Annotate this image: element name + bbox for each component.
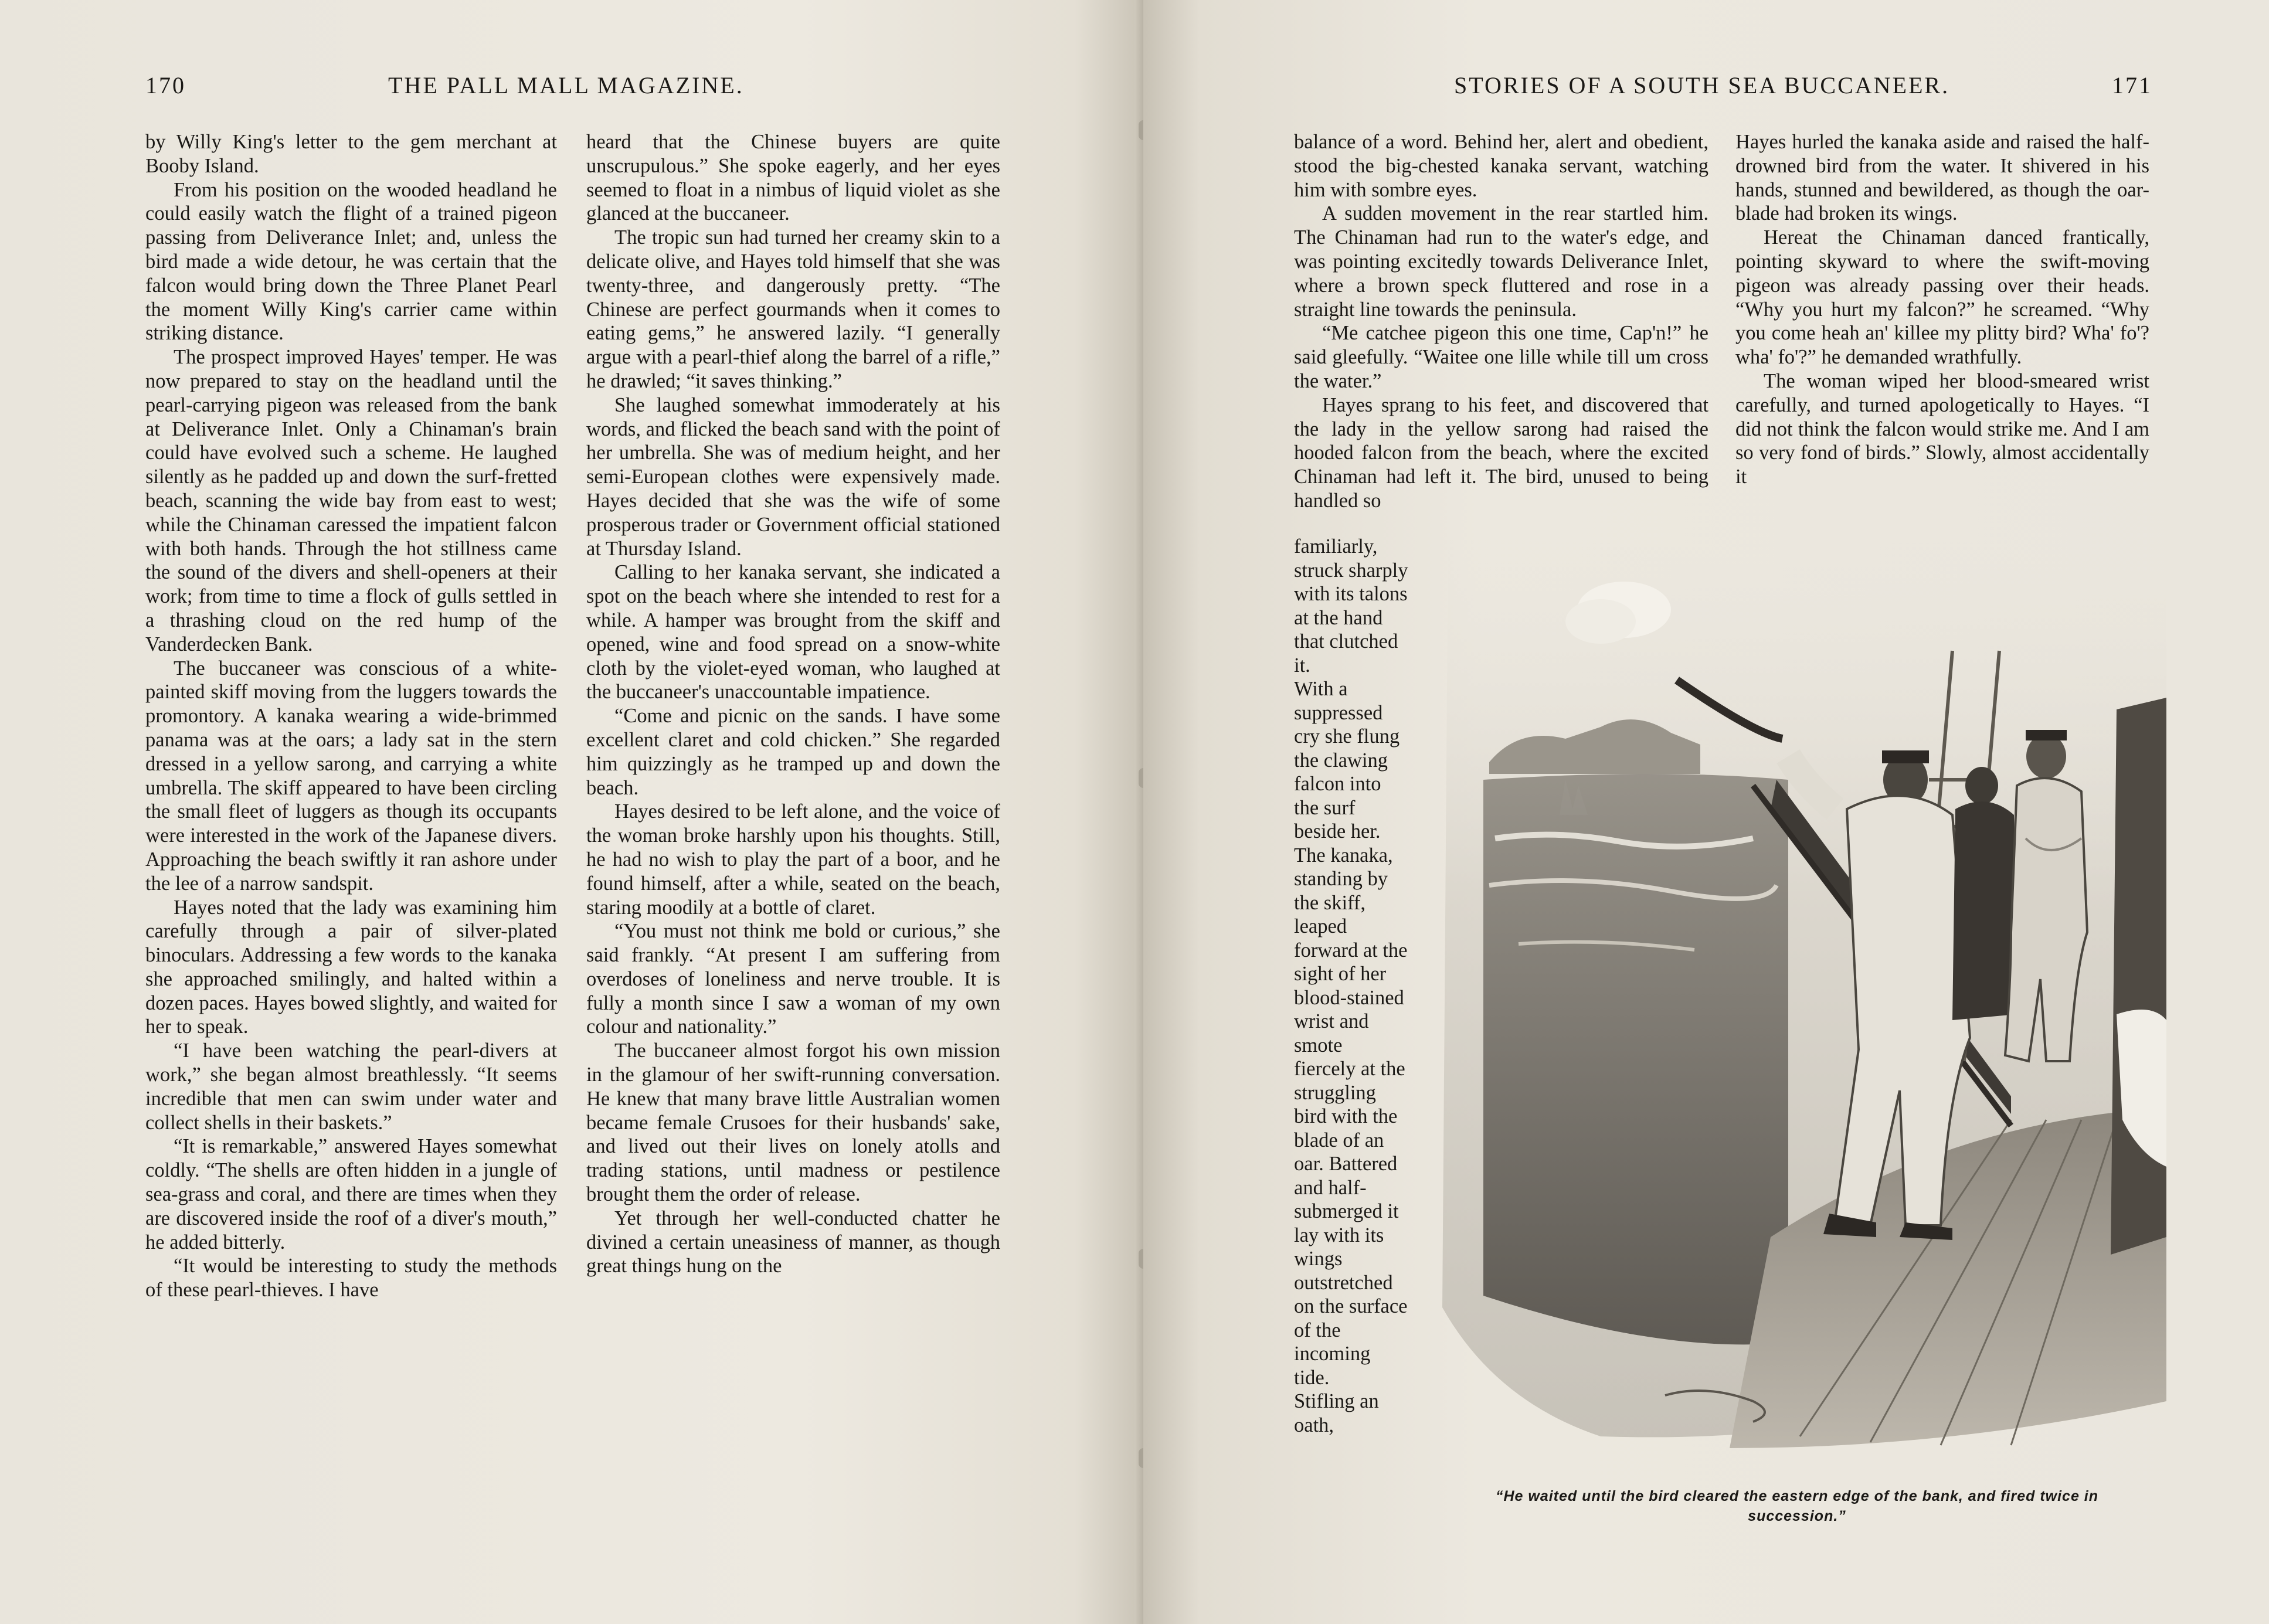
paragraph: “It would be interesting to study the methods of these pearl-thieves. I have (145, 1255, 557, 1302)
paragraph: Hereat the Chinaman danced frantically, pointing skyward to where the swift-moving pigeon was already passing over their heads. “Why you hurt my falcon?” he screamed. “Why you come heah an' killee my plitty bird? Wha' fo'? wha' fo'?” he demanded wrathfully. (1735, 226, 2149, 369)
paragraph: “I have been watching the pearl-divers at work,” she began almost breathlessly. “It seems incredible that men can swim under water and collect shells in their baskets.” (145, 1039, 557, 1134)
illustration-caption: “He waited until the bird cleared the eastern edge of the bank, and fired twice in succession.” (1495, 1488, 2099, 1524)
paragraph: The prospect improved Hayes' temper. He was now prepared to stay on the headland until the pearl-carrying pigeon was released from the bank at Deliverance Inlet. Only a Chinaman's brain could have evolved such a scheme. He laughed silently as he padded up and down the surf-fretted beach, scanning the wide bay from east to west; while the Chinaman caressed the impatient falcon with both hands. Through the hot stillness came the sound of the divers and shell-openers at their work; from time to time a flock of gulls settled in a thrashing cloud on the red hump of the Vanderdecken Bank. (145, 346, 557, 655)
paragraph: Calling to her kanaka servant, she indicated a spot on the beach where she intended to rest for a while. A hamper was brought from the skiff and opened, wine and food spread on a snow-white cloth by the violet-eyed woman, who laughed at the buccaneer's unaccountable impatience. (586, 561, 1000, 704)
paragraph: Yet through her well-conducted chatter he divined a certain uneasiness of manner, as though great things hung on the (586, 1207, 1000, 1278)
paragraph: “Come and picnic on the sands. I have some excellent claret and cold chicken.” She regarded him quizzingly as he tramped up and down the beach. (586, 705, 1000, 799)
paragraph: “You must not think me bold or curious,” she said frankly. “At present I am suffering from overdoses of loneliness and nerve trouble. It is fully a month since I saw a woman of my own colour and nationality.” (586, 920, 1000, 1038)
page-number-right: 171 (2112, 72, 2152, 98)
paragraph: “Me catchee pigeon this one time, Cap'n!” he said gleefully. “Waitee one lille while till um cross the water.” (1294, 322, 1708, 392)
paragraph: balance of a word. Behind her, alert and obedient, stood the big-chested kanaka servant, watching him with sombre eyes. (1294, 131, 1708, 201)
left-column-2 (586, 130, 1000, 1278)
paragraph: by Willy King's letter to the gem merchant at Booby Island. (145, 131, 557, 177)
paragraph: The woman wiped her blood-smeared wrist carefully, and turned apologetically to Hayes. “I did not think the falcon would strike me. And I am so very fond of birds.” Slowly, almost accidentally it (1735, 369, 2149, 488)
right-column-1 (1294, 130, 1708, 513)
running-head-right: STORIES OF A SOUTH SEA BUCCANEER. (1454, 72, 1950, 98)
running-head-left: THE PALL MALL MAGAZINE. (388, 72, 744, 98)
right-column-2 (1735, 130, 2149, 489)
paragraph: Stifling an oath, (1294, 1390, 1379, 1436)
left-column-1 (145, 130, 557, 1302)
paragraph: She laughed somewhat immoderately at his words, and flicked the beach sand with the point of her umbrella. She was of medium height, and her semi-European clothes were expensively made. Hayes decided that she was the wife of some prosperous trader or Government official stationed at Thursday Island. (586, 393, 1000, 560)
paragraph: With a suppressed cry she flung the clawing falcon into the surf beside her. The kanaka, standing by the skiff, leaped forward at the sight of her blood-stained wrist and smote fiercely at the struggling bird with the blade of an oar. Battered and half-submerged it lay with its wings outstretched on the surface of the incoming tide. (1294, 678, 1408, 1389)
paragraph: Hayes hurled the kanaka aside and raised the half-drowned bird from the water. It shivered in his hands, stunned and bewildered, as though the oar-blade had broken its wings. (1735, 131, 2149, 225)
paragraph: heard that the Chinese buyers are quite unscrupulous.” She spoke eagerly, and her eyes seemed to float in a nimbus of liquid violet as she glanced at the buccaneer. (586, 131, 1000, 225)
page-number-left: 170 (145, 72, 186, 98)
ship-deck-illustration (1425, 534, 2166, 1463)
paragraph: The buccaneer was conscious of a white-painted skiff moving from the luggers towards the promontory. A kanaka wearing a wide-brimmed panama was at the oars; a lady sat in the stern dressed in a yellow sarong, and carrying a white umbrella. The skiff appeared to have been circling the small fleet of luggers as though its occupants were interested in the work of the Japanese divers. Approaching the beach swiftly it ran ashore under the lee of a narrow sandspit. (145, 657, 557, 895)
right-column-1-beside-illustration (1294, 535, 1408, 1437)
paragraph: From his position on the wooded headland he could easily watch the flight of a trained pigeon passing from Deliverance Inlet; and, unless the bird made a wide detour, he was certain that the falcon would bring down the Three Planet Pearl the moment Willy King's carrier came within striking distance. (145, 178, 557, 345)
paragraph: familiarly, struck sharply with its talons at the hand that clutched it. (1294, 535, 1408, 677)
paragraph: Hayes sprang to his feet, and discovered that the lady in the yellow sarong had raised the hooded falcon from the beach, where the excited Chinaman had left it. The bird, unused to being handled so (1294, 393, 1708, 512)
paragraph: The buccaneer almost forgot his own mission in the glamour of her swift-running conversation. He knew that many brave little Australian women became female Crusoes for their husbands' sake, and lived out their lives on lonely atolls and trading stations, until madness or pestilence brought them the order of release. (586, 1039, 1000, 1206)
paragraph: A sudden movement in the rear startled him. The Chinaman had run to the water's edge, and was pointing excitedly towards Deliverance Inlet, where a brown speck fluttered and rose in a straight line towards the peninsula. (1294, 202, 1708, 321)
paragraph: The tropic sun had turned her creamy skin to a delicate olive, and Hayes told himself that she was twenty-three, and dangerously pretty. “The Chinese are perfect gourmands when it comes to eating gems,” he answered lazily. “I generally argue with a pearl-thief along the barrel of a rifle,” he drawled; “it saves thinking.” (586, 226, 1000, 392)
paragraph: Hayes noted that the lady was examining him carefully through a pair of silver-plated binoculars. Addressing a few words to the kanaka she approached smilingly, and halted within a dozen paces. Hayes bowed slightly, and waited for her to speak. (145, 896, 557, 1038)
paragraph: “It is remarkable,” answered Hayes somewhat coldly. “The shells are often hidden in a jungle of sea-grass and coral, and there are times when they are discovered inside the roof of a diver's mouth,” he added bitterly. (145, 1135, 557, 1253)
paragraph: Hayes desired to be left alone, and the voice of the woman broke harshly upon his thoughts. Still, he had no wish to play the part of a boor, and he found himself, after a while, seated on the beach, staring moodily at a bottle of claret. (586, 800, 1000, 919)
